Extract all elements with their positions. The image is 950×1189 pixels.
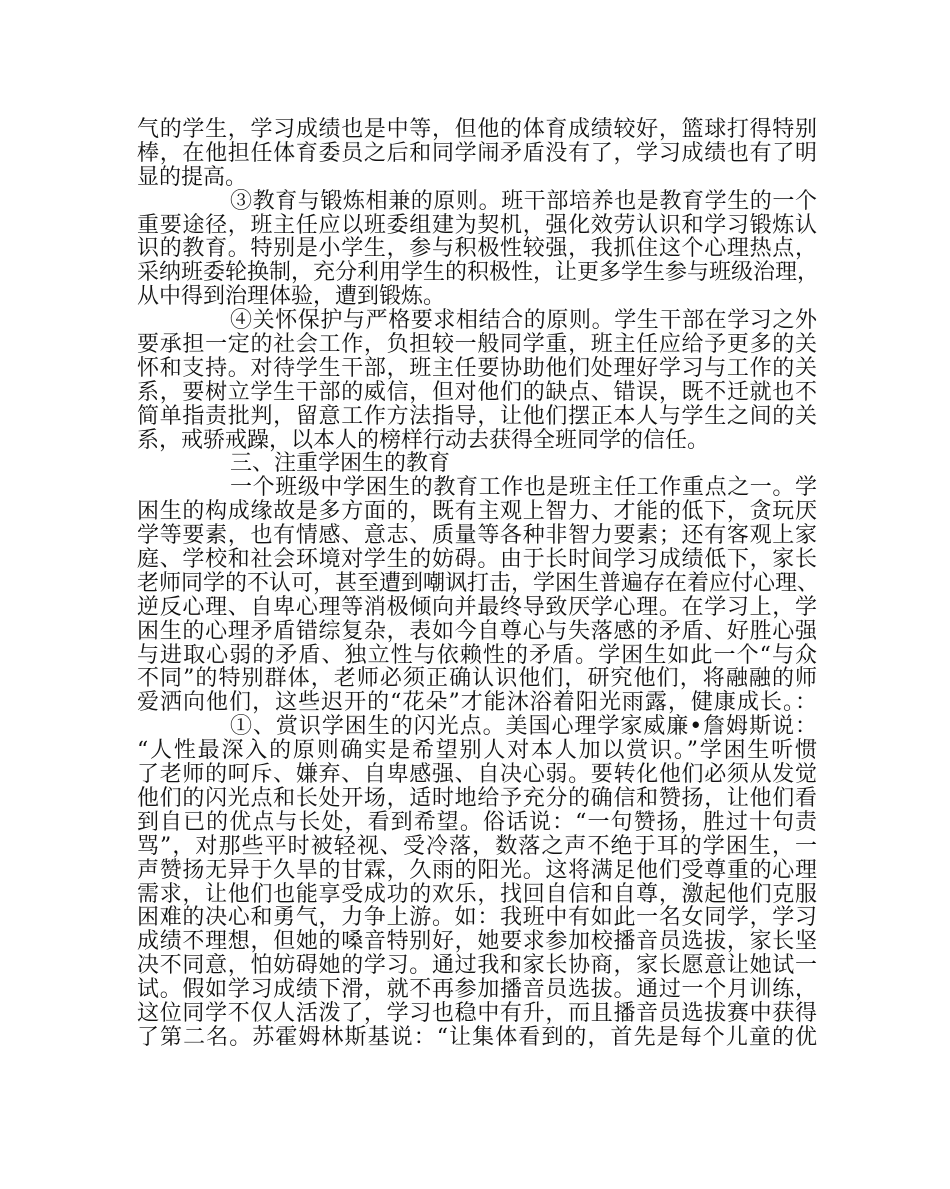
text-line: 了老师的呵斥、嫌弃、自卑感强、自决心弱。要转化他们必须从发觉 [137,762,817,788]
text-line: 爱洒向他们，这些迟开的“花朵”才能沐浴着阳光雨露，健康成长。： [137,690,817,716]
text-line: “人性最深入的原则确实是希望别人对本人加以赏识。”学困生听惯 [137,738,817,764]
text-line: 系，要树立学生干部的威信，但对他们的缺点、错误，既不迁就也不 [137,379,817,405]
text-line: 逆反心理、自卑心理等消极倾向并最终导致厌学心理。在学习上，学 [137,594,817,620]
text-line: 困生的构成缘故是多方面的，既有主观上智力、才能的低下，贪玩厌 [137,499,817,525]
text-line: 困生的心理矛盾错综复杂，表如今自尊心与失落感的矛盾、好胜心强 [137,618,817,644]
text-line: 困难的决心和勇气，力争上游。如：我班中有如此一名女同学，学习 [137,905,817,931]
text-line: 学等要素，也有情感、意志、质量等各种非智力要素；还有客观上家 [137,523,817,549]
text-line: 气的学生，学习成绩也是中等，但他的体育成绩较好，篮球打得特别 [137,117,817,142]
text-line: 重要途径，班主任应以班委组建为契机，强化效劳认识和学习锻炼认 [137,212,817,238]
text-line: 试。假如学习成绩下滑，就不再参加播音员选拔。通过一个月训练， [137,977,817,1003]
text-line: 骂”，对那些平时被轻视、受冷落，数落之声不绝于耳的学困生，一 [137,833,817,859]
text-line: 与进取心弱的矛盾、独立性与依赖性的矛盾。学困生如此一个“与众 [137,642,817,668]
text-line: ④关怀保护与严格要求相结合的原则。学生干部在学习之外 [230,308,817,334]
text-line: 要承担一定的社会工作，负担较一般同学重，班主任应给予更多的关 [137,332,817,358]
text-line: 决不同意，怕妨碍她的学习。通过我和家长协商，家长愿意让她试一 [137,953,817,979]
text-line: 声赞扬无异于久旱的甘霖，久雨的阳光。这将满足他们受尊重的心理 [137,857,817,883]
text-line: 棒，在他担任体育委员之后和同学闹矛盾没有了，学习成绩也有了明 [137,140,817,166]
text-line: 一个班级中学困生的教育工作也是班主任工作重点之一。学 [230,475,817,501]
text-line: 成绩不理想，但她的嗓音特别好，她要求参加校播音员选拔，家长坚 [137,929,817,955]
text-line: 需求，让他们也能享受成功的欢乐，找回自信和自尊，激起他们克服 [137,881,817,907]
text-line: 简单指责批判，留意工作方法指导，让他们摆正本人与学生之间的关 [137,403,817,429]
text-line: 老师同学的不认可，甚至遭到嘲讽打击，学困生普遍存在着应付心理、 [137,570,820,596]
text-line: 他们的闪光点和长处开场，适时地给予充分的确信和赞扬，让他们看 [137,785,817,811]
body-text [137,117,820,1050]
text-line: 显的提高。 [137,164,248,190]
text-line: 系，戒骄戒躁，以本人的榜样行动去获得全班同学的信任。 [137,427,710,453]
text-line: 识的教育。特别是小学生，参与积极性较强，我抓住这个心理热点， [137,236,817,262]
text-line: 这位同学不仅人活泼了，学习也稳中有升，而且播音员选拔赛中获得 [137,1000,817,1026]
text-line: ①、赏识学困生的闪光点。美国心理学家威廉•詹姆斯说： [230,714,817,740]
section-heading: 三、注重学困生的教育 [230,451,451,477]
text-line: 到自已的优点与长处，看到希望。俗话说：“一句赞扬，胜过十句责 [137,809,817,835]
text-line: 从中得到治理体验，遭到锻炼。 [137,284,446,310]
text-line: 怀和支持。对待学生干部，班主任要协助他们处理好学习与工作的关 [137,355,817,381]
text-line: 不同”的特别群体，老师必须正确认识他们，研究他们，将融融的师 [137,666,817,692]
text-line: 采纳班委轮换制，充分利用学生的积极性，让更多学生参与班级治理， [137,260,820,286]
text-line: 了第二名。苏霍姆林斯基说：“让集体看到的，首先是每个儿童的优 [137,1024,817,1050]
text-line: ③教育与锻炼相兼的原则。班干部培养也是教育学生的一个 [230,188,817,214]
text-line: 庭、学校和社会环境对学生的妨碍。由于长时间学习成绩低下，家长 [137,547,817,573]
